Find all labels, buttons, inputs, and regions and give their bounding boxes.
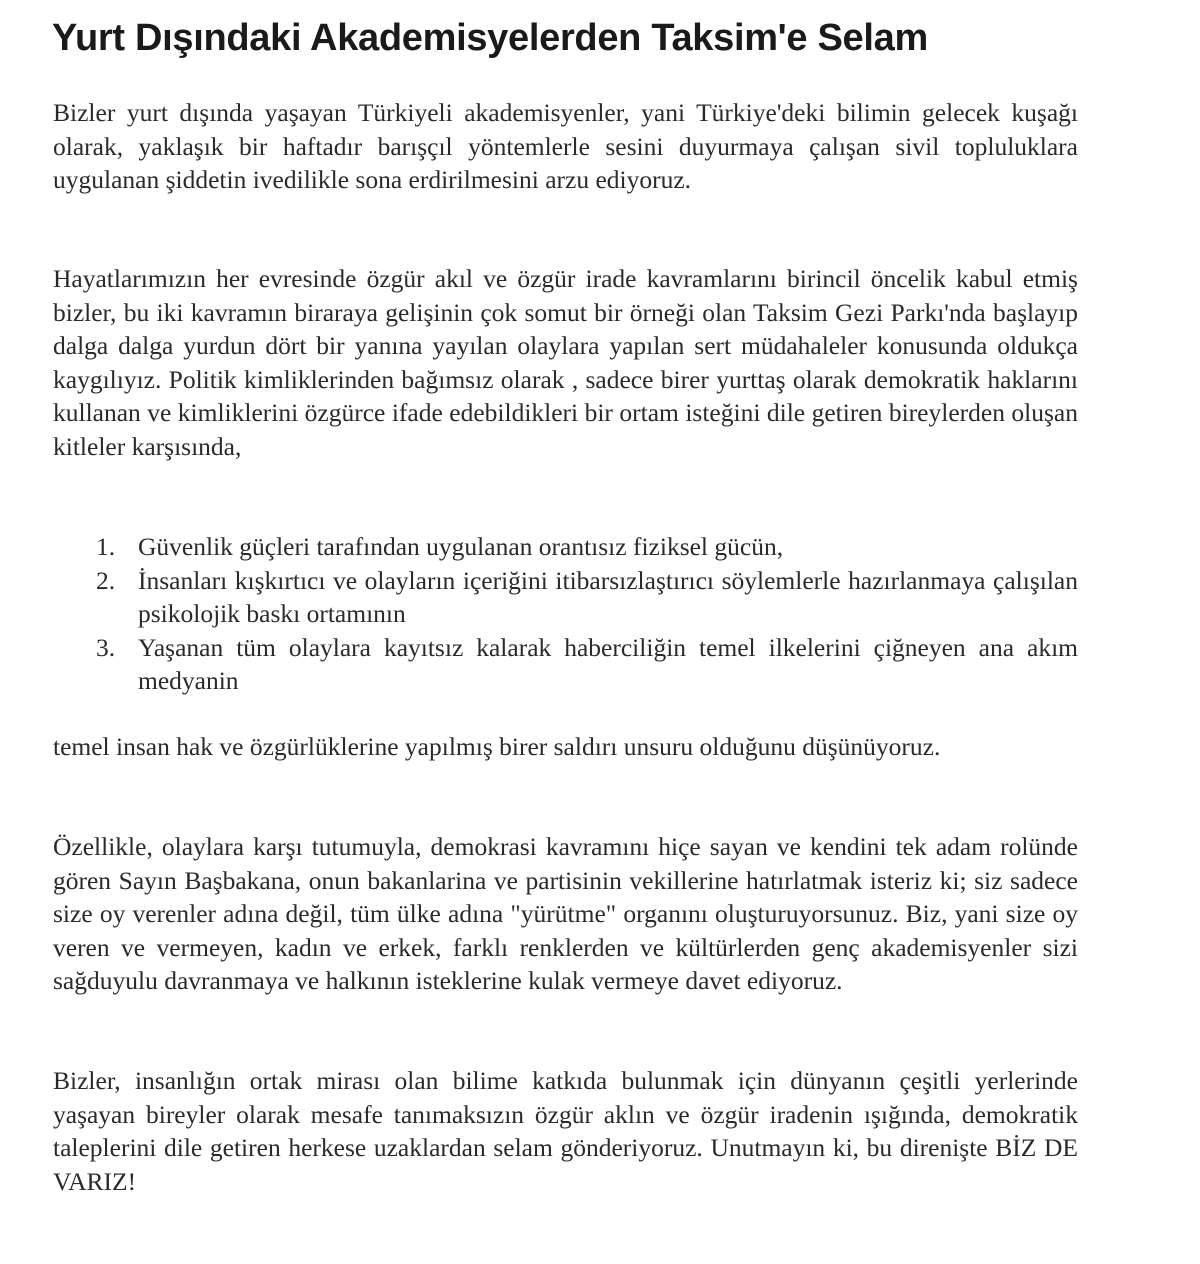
list-item <box>96 564 1078 631</box>
list-item-text: Yaşanan tüm olaylara kayıtsız kalarak haberciliğin temel ilkelerini çiğneyen ana akım medyanin <box>138 632 1078 695</box>
paragraph-greeting: Bizler, insanlığın ortak mirası olan bilime katkıda bulunmak için dünyanın çeşitli yerlerinde yaşayan bireyler olarak mesafe tanımaksızın özgür aklın ve özgür iradenin ışığında, demokratik taleplerini dile getiren herkese uzaklardan selam gönderiyoruz. Unutmayın ki, bu direnişte BİZ DE VARIZ! <box>53 1066 1078 1196</box>
list-item-number: 2. <box>96 565 116 595</box>
list-item <box>96 530 1078 564</box>
list-item-text: İnsanları kışkırtıcı ve olayların içeriğini itibarsızlaştırıcı söylemlerle hazırlanmaya çalışılan psikolojik baskı ortamının <box>138 565 1078 628</box>
paragraph-conclusion: temel insan hak ve özgürlüklerine yapılmış birer saldırı unsuru olduğunu düşünüyoruz. <box>53 732 941 761</box>
list-item <box>96 631 1078 698</box>
list-item-number: 1. <box>96 532 116 561</box>
paragraph-appeal: Özellikle, olaylara karşı tutumuyla, demokrasi kavramını hiçe sayan ve kendini tek adam rolünde gören Sayın Başbakana, onun bakanlarina ve partisinin vekillerine hatırlatmak isteriz ki; siz sadece size oy verenler adına değil, tüm ülke adına "yürütme" organını oluşturuyorsunuz. Biz, yani size oy veren ve vermeyen, kadın ve erkek, farklı renklerden ve kültürlerden genç akademisyenler sizi sağduyulu davranmaya ve halkının isteklerine kulak vermeye davet ediyoruz. <box>53 832 1078 995</box>
list-item-number: 3. <box>96 632 116 662</box>
paragraph-concern: Hayatlarımızın her evresinde özgür akıl ve özgür irade kavramlarını birincil öncelik kabul etmiş bizler, bu iki kavramın biraraya gelişinin çok somut bir örneği olan Taksim Gezi Parkı'nda başlayıp dalga dalga yurdun dört bir yanına yayılan olaylara yapılan sert müdahaleler konusunda oldukça kaygılıyız. Politik kimliklerinden bağımsız olarak , sadece birer yurttaş olarak demokratik haklarını kullanan ve kimliklerini özgürce ifade edebildikleri bir ortam isteğini dile getiren bireylerden oluşan kitleler karşısında, <box>53 264 1078 461</box>
document-title: Yurt Dışındaki Akademisyelerden Taksim'e Selam <box>52 17 928 59</box>
numbered-list <box>96 530 1078 698</box>
list-item-text: Güvenlik güçleri tarafından uygulanan orantısız fiziksel gücün, <box>138 532 784 561</box>
paragraph-intro: Bizler yurt dışında yaşayan Türkiyeli akademisyenler, yani Türkiye'deki bilimin gelecek kuşağı olarak, yaklaşık bir haftadır barışçıl yöntemlerle sesini duyurmaya çalışan sivil topluluklara uygulanan şiddetin ivedilikle sona erdirilmesini arzu ediyoruz. <box>53 98 1078 194</box>
